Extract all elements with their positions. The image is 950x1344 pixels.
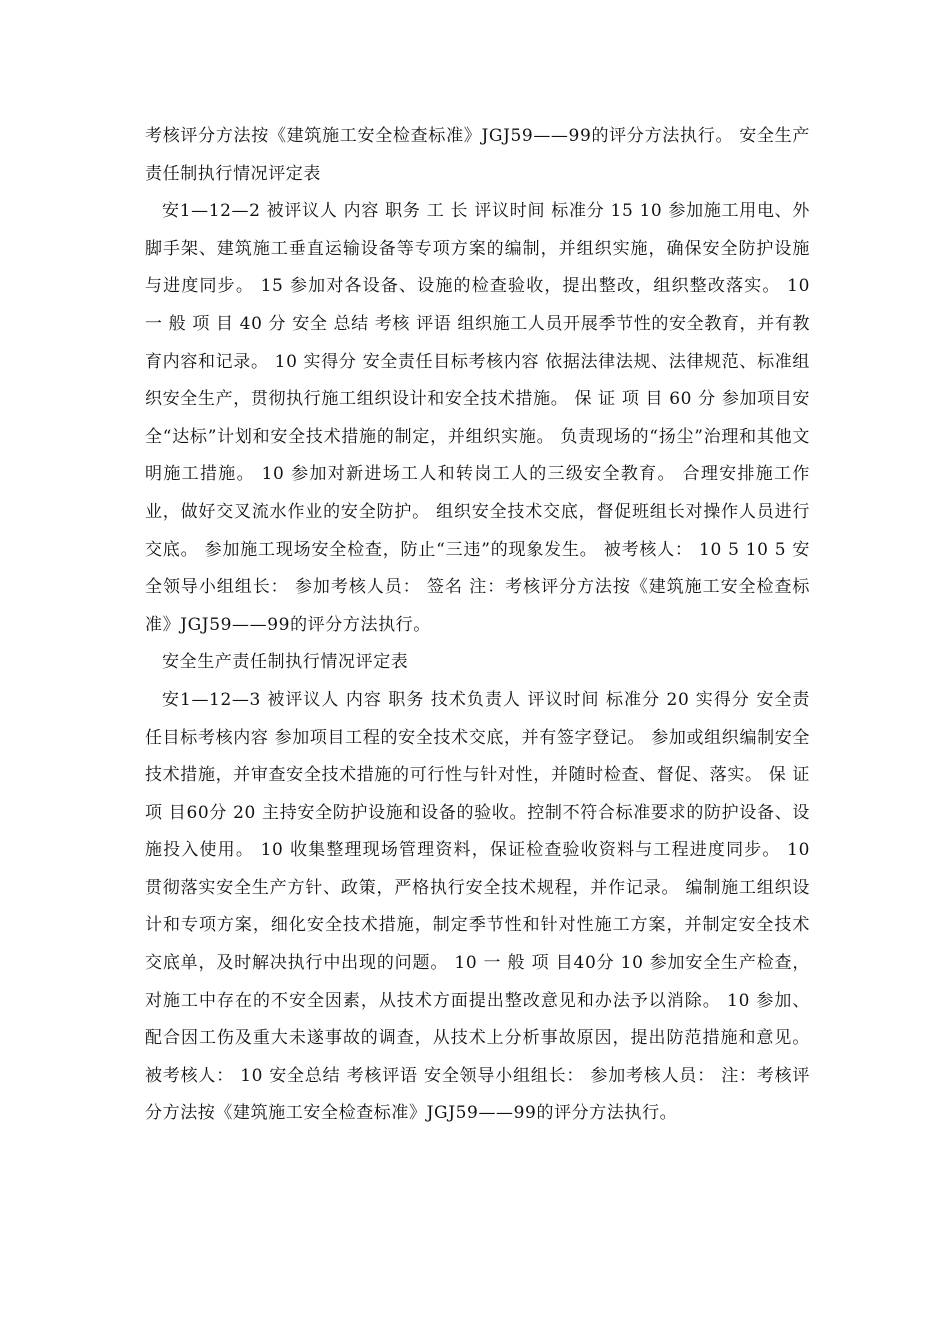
- paragraph-form-1-12-2: 安1—12—2 被评议人 内容 职务 工 长 评议时间 标准分 15 10 参加施工用电、外脚手架、建筑施工垂直运输设备等专项方案的编制，并组织实施，确保安全防护设施与进度同步。 15 参加对各设备、设施的检查验收，提出整改，组织整改落实。 10 一 般 项 目 40 分 安全 总结 考核 评语 组织施工人员开展季节性的安全教育，并有教育内容和记录。 10 实得分 安全责任目标考核内容 依据法律法规、法律规范、标准组织安全生产，贯彻执行施工组织设计和安全技术措施。 保 证 项 目 60 分 参加项目安全“达标”计划和安全技术措施的制定，并组织实施。 负责现场的“扬尘”治理和其他文明施工措施。 10 参加对新进场工人和转岗工人的三级安全教育。 合理安排施工作业，做好交叉流水作业的安全防护。 组织安全技术交底，督促班组长对操作人员进行交底。 参加施工现场安全检查，防止“三违”的现象发生。 被考核人： 10 5 10 5 安全领导小组组长： 参加考核人员： 签名 注：考核评分方法按《建筑施工安全检查标准》JGJ59——99的评分方法执行。: [145, 201, 811, 635]
- paragraph-form-title: 安全生产责任制执行情况评定表: [162, 652, 409, 673]
- document-page: [145, 118, 810, 1133]
- paragraph-form-1-12-3: 安1—12—3 被评议人 内容 职务 技术负责人 评议时间 标准分 20 实得分 安全责任目标考核内容 参加项目工程的安全技术交底，并有签字登记。 参加或组织编制安全技术措施，并审查安全技术措施的可行性与针对性，并随时检查、督促、落实。 保 证 项 目60分 20 主持安全防护设施和设备的验收。控制不符合标准要求的防护设备、设施投入使用。 10 收集整理现场管理资料，保证检查验收资料与工程进度同步。 10 贯彻落实安全生产方针、政策，严格执行安全技术规程，并作记录。 编制施工组织设计和专项方案，细化安全技术措施，制定季节性和针对性施工方案，并制定安全技术交底单，及时解决执行中出现的问题。 10 一 般 项 目40分 10 参加安全生产检查，对施工中存在的不安全因素，从技术方面提出整改意见和办法予以消除。 10 参加、配合因工伤及重大未遂事故的调查，从技术上分析事故原因，提出防范措施和意见。 被考核人： 10 安全总结 考核评语 安全领导小组组长： 参加考核人员： 注：考核评分方法按《建筑施工安全检查标准》JGJ59——99的评分方法执行。: [145, 689, 810, 1124]
- paragraph-intro: 考核评分方法按《建筑施工安全检查标准》JGJ59——99的评分方法执行。 安全生产责任制执行情况评定表: [145, 126, 810, 184]
